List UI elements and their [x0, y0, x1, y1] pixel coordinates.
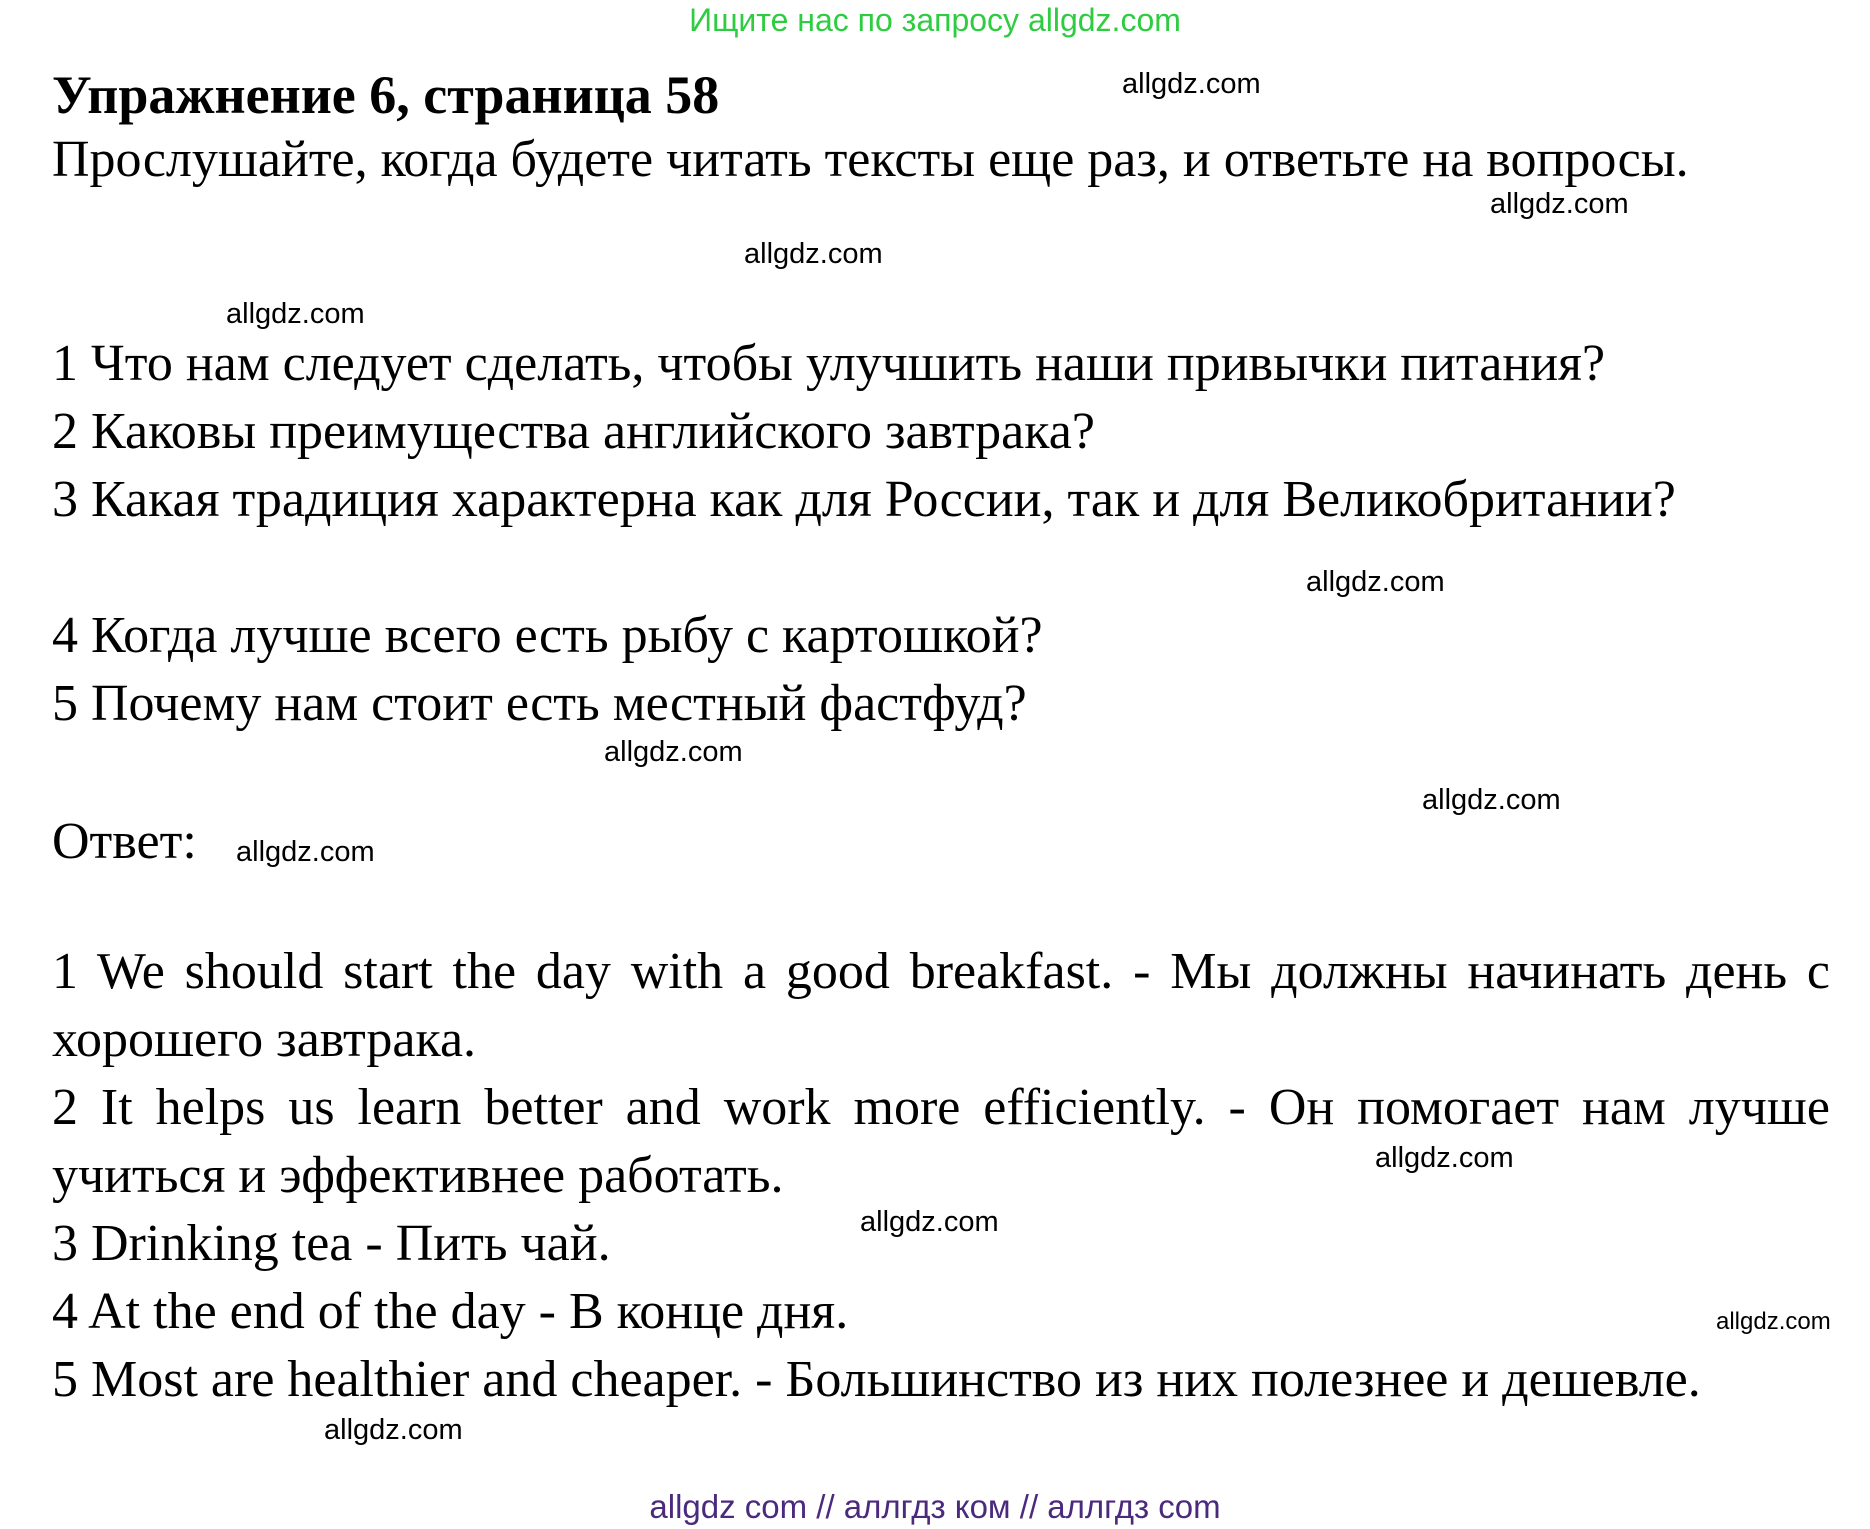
watermark: allgdz.com: [226, 298, 365, 330]
watermark: allgdz.com: [236, 836, 375, 868]
top-banner: Ищите нас по запросу allgdz.com: [689, 2, 1181, 38]
watermark: allgdz.com: [1716, 1308, 1831, 1335]
watermark: allgdz.com: [324, 1414, 463, 1446]
watermark: allgdz.com: [744, 238, 883, 270]
question-2: 2 Каковы преимущества английского завтрака?: [52, 403, 1095, 460]
watermark: allgdz.com: [860, 1206, 999, 1238]
watermark: allgdz.com: [1422, 784, 1561, 816]
watermark: allgdz.com: [1490, 188, 1629, 220]
question-3: 3 Какая традиция характерна как для России, так и для Великобритании?: [52, 471, 1676, 528]
answer-4: 4 At the end of the day - В конце дня.: [52, 1283, 849, 1340]
watermark: allgdz.com: [604, 736, 743, 768]
instruction-text: Прослушайте, когда будете читать тексты еще раз, и ответьте на вопросы.: [52, 131, 1689, 188]
answer-label: Ответ:: [52, 813, 197, 870]
page-title: Упражнение 6, страница 58: [52, 65, 720, 125]
answer-1: 1 We should start the day with a good breakfast. - Мы должны начинать день с хорошего завтрака.: [52, 943, 1830, 1068]
watermark: allgdz.com: [1122, 68, 1261, 100]
question-1: 1 Что нам следует сделать, чтобы улучшить наши привычки питания?: [52, 335, 1606, 392]
answer-5: 5 Most are healthier and cheaper. - Большинство из них полезнее и дешевле.: [52, 1351, 1701, 1408]
question-5: 5 Почему нам стоит есть местный фастфуд?: [52, 675, 1027, 732]
answer-2: 2 It helps us learn better and work more efficiently. - Он помогает нам лучше учиться и эффективнее работать.: [52, 1079, 1830, 1204]
footer-text: allgdz com // аллгдз ком // аллгдз com: [649, 1488, 1221, 1525]
watermark: allgdz.com: [1375, 1142, 1514, 1174]
answer-3: 3 Drinking tea - Пить чай.: [52, 1215, 611, 1272]
watermark: allgdz.com: [1306, 566, 1445, 598]
question-4: 4 Когда лучше всего есть рыбу с картошкой?: [52, 607, 1043, 664]
